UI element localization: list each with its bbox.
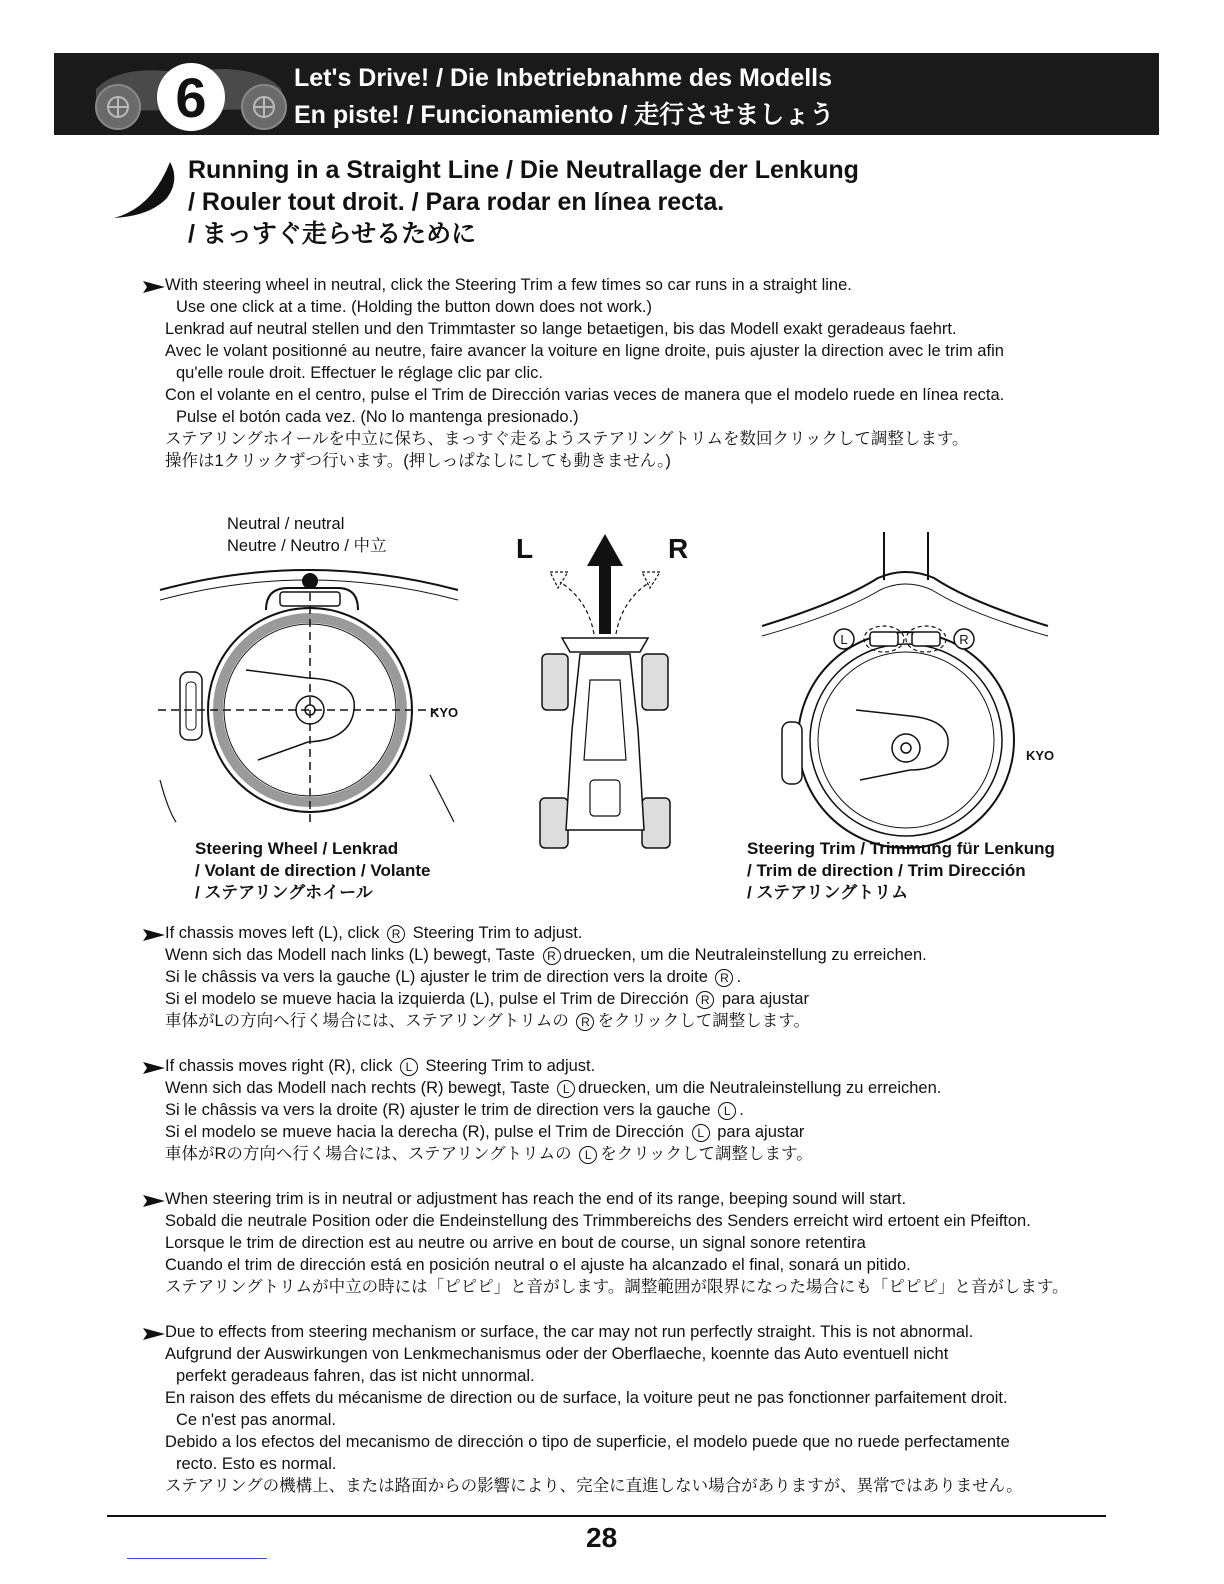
section-title-line: Running in a Straight Line / Die Neutrallage der Lenkung (188, 156, 859, 184)
trim-caption (747, 838, 1055, 904)
trim-mark-icon: L (579, 1146, 597, 1164)
left-letter: L (516, 533, 534, 564)
bullet-arrow-icon (143, 928, 165, 942)
steering-wheel-illustration (158, 560, 463, 825)
intro-paragraph (165, 274, 1004, 472)
text-line: ステアリングホイールを中立に保ち、まっすぐ走るようステアリングトリムを数回クリックして調整します。 (165, 430, 969, 448)
text-line: perfekt geradeaus fahren, das ist nicht unnormal. (176, 1367, 535, 1385)
header-title-line1: Let's Drive! / Die Inbetriebnahme des Modells (294, 64, 833, 92)
text-line: Avec le volant positionné au neutre, faire avancer la voiture en ligne droite, puis ajuster la direction avec le trim afin (165, 342, 1004, 360)
right-letter: R (668, 533, 689, 564)
brand-mark: KYO (430, 705, 459, 720)
text-line: qu'elle roule droit. Effectuer le réglage clic par clic. (176, 364, 543, 382)
trim-left-mark: L (840, 632, 848, 647)
trim-mark-icon: R (543, 947, 561, 965)
caption-line: Steering Trim / Trimmung für Lenkung (747, 839, 1055, 858)
trim-mark-icon: R (696, 991, 714, 1009)
trim-mark-icon: L (692, 1124, 710, 1142)
text-line: Wenn sich das Modell nach rechts (R) bewegt, Taste L druecken, um die Neutraleinstellung zu erreichen. (165, 1079, 942, 1097)
buggy-step-icon (76, 59, 306, 131)
neutral-label-line: Neutre / Neutro / 中立 (227, 537, 387, 555)
moves-right-paragraph (165, 1055, 941, 1165)
text-line: Si le châssis va vers la gauche (L) ajuster le trim de direction vers la droite R . (165, 968, 742, 986)
caption-line: / ステアリングホイール (195, 883, 373, 902)
text-line: ステアリングトリムが中立の時には「ピピピ」と音がします。調整範囲が限界になった場合にも「ピピピ」と音がします。 (165, 1278, 1069, 1296)
footer-rule (107, 1515, 1106, 1517)
text-line: When steering trim is in neutral or adjustment has reach the end of its range, beeping sound will start. (165, 1190, 907, 1208)
caption-line: Steering Wheel / Lenkrad (195, 839, 399, 858)
trim-mark-icon: R (576, 1013, 594, 1031)
moves-left-paragraph (165, 922, 927, 1032)
text-line: Aufgrund der Auswirkungen von Lenkmechanismus oder der Oberflaeche, koennte das Auto eventuell nicht (165, 1345, 949, 1363)
caption-line: / ステアリングトリム (747, 883, 909, 902)
footer-link-underline (127, 1558, 267, 1559)
text-line: Con el volante en el centro, pulse el Trim de Dirección varias veces de manera que el modelo ruede en línea recta. (165, 386, 1005, 404)
bullet-arrow-icon (143, 280, 165, 294)
header-banner (54, 53, 1159, 135)
text-line: 操作は1クリックずつ行います。(押しっぱなしにしても動きません。) (165, 452, 671, 470)
text-line: Debido a los efectos del mecanismo de dirección o tipo de superficie, el modelo puede que no ruede perfectamente (165, 1433, 1010, 1451)
text-line: ステアリングの機構上、または路面からの影響により、完全に直進しない場合がありますが、異常ではありません。 (165, 1477, 1023, 1495)
beep-paragraph (165, 1188, 1069, 1298)
text-line: Due to effects from steering mechanism or surface, the car may not run perfectly straight. This is not abnormal. (165, 1323, 974, 1341)
section-title-line: / まっすぐ走らせるために (188, 220, 477, 248)
header-title-line2: En piste! / Funcionamiento / 走行させましょう (294, 101, 835, 129)
neutral-label (227, 513, 387, 557)
bullet-arrow-icon (143, 1061, 165, 1075)
section-title-line: / Rouler tout droit. / Para rodar en línea recta. (188, 188, 725, 216)
trim-mark-icon: L (400, 1058, 418, 1076)
steering-trim-illustration (760, 530, 1055, 820)
text-line: En raison des effets du mécanisme de direction ou de surface, la voiture peut ne pas fonctionner parfaitement droit. (165, 1389, 1008, 1407)
text-line: If chassis moves right (R), click L Steering Trim to adjust. (165, 1057, 596, 1075)
text-line: Sobald die neutrale Position oder die Endeinstellung des Trimmbereichs des Senders erreicht wird ertoent ein Pfeifton. (165, 1212, 1031, 1230)
text-line: If chassis moves left (L), click R Steering Trim to adjust. (165, 924, 583, 942)
section-swoosh-icon (112, 160, 182, 220)
text-line: Pulse el botón cada vez. (No lo mantenga presionado.) (176, 408, 579, 426)
trim-mark-icon: R (387, 925, 405, 943)
text-line: Use one click at a time. (Holding the button down does not work.) (176, 298, 652, 316)
bullet-arrow-icon (143, 1327, 165, 1341)
caption-line: / Volant de direction / Volante (195, 861, 431, 880)
section-title (188, 154, 859, 250)
text-line: recto. Esto es normal. (176, 1455, 337, 1473)
text-line: Lorsque le trim de direction est au neutre ou arrive en bout de course, un signal sonore retentira (165, 1234, 866, 1252)
text-line: Si el modelo se mueve hacia la izquierda (L), pulse el Trim de Dirección R para ajustar (165, 990, 809, 1008)
effects-paragraph (165, 1321, 1023, 1497)
car-direction-illustration (510, 530, 700, 850)
trim-mark-icon: L (557, 1080, 575, 1098)
text-line: With steering wheel in neutral, click the Steering Trim a few times so car runs in a straight line. (165, 276, 852, 294)
bullet-arrow-icon (143, 1194, 165, 1208)
text-line: 車体がRの方向へ行く場合には、ステアリングトリムの L をクリックして調整します。 (165, 1145, 813, 1163)
page-number: 28 (586, 1522, 618, 1553)
text-line: Si el modelo se mueve hacia la derecha (R), pulse el Trim de Dirección L para ajustar (165, 1123, 805, 1141)
text-line: Cuando el trim de dirección está en posición neutral o el ajuste ha alcanzado el final, sonará un pitido. (165, 1256, 911, 1274)
text-line: Si le châssis va vers la droite (R) ajuster le trim de direction vers la gauche L . (165, 1101, 744, 1119)
trim-mark-icon: L (718, 1102, 736, 1120)
neutral-label-line: Neutral / neutral (227, 515, 345, 533)
text-line: 車体がLの方向へ行く場合には、ステアリングトリムの R をクリックして調整します。 (165, 1012, 810, 1030)
brand-mark: KYO (1026, 748, 1055, 763)
step-number: 6 (175, 66, 207, 129)
wheel-caption (195, 838, 431, 904)
trim-mark-icon: R (715, 969, 733, 987)
trim-right-mark: R (959, 632, 969, 647)
text-line: Lenkrad auf neutral stellen und den Trimmtaster so lange betaetigen, bis das Modell exakt geradeaus faehrt. (165, 320, 957, 338)
text-line: Wenn sich das Modell nach links (L) bewegt, Taste R druecken, um die Neutraleinstellung zu erreichen. (165, 946, 927, 964)
text-line: Ce n'est pas anormal. (176, 1411, 336, 1429)
caption-line: / Trim de direction / Trim Dirección (747, 861, 1026, 880)
